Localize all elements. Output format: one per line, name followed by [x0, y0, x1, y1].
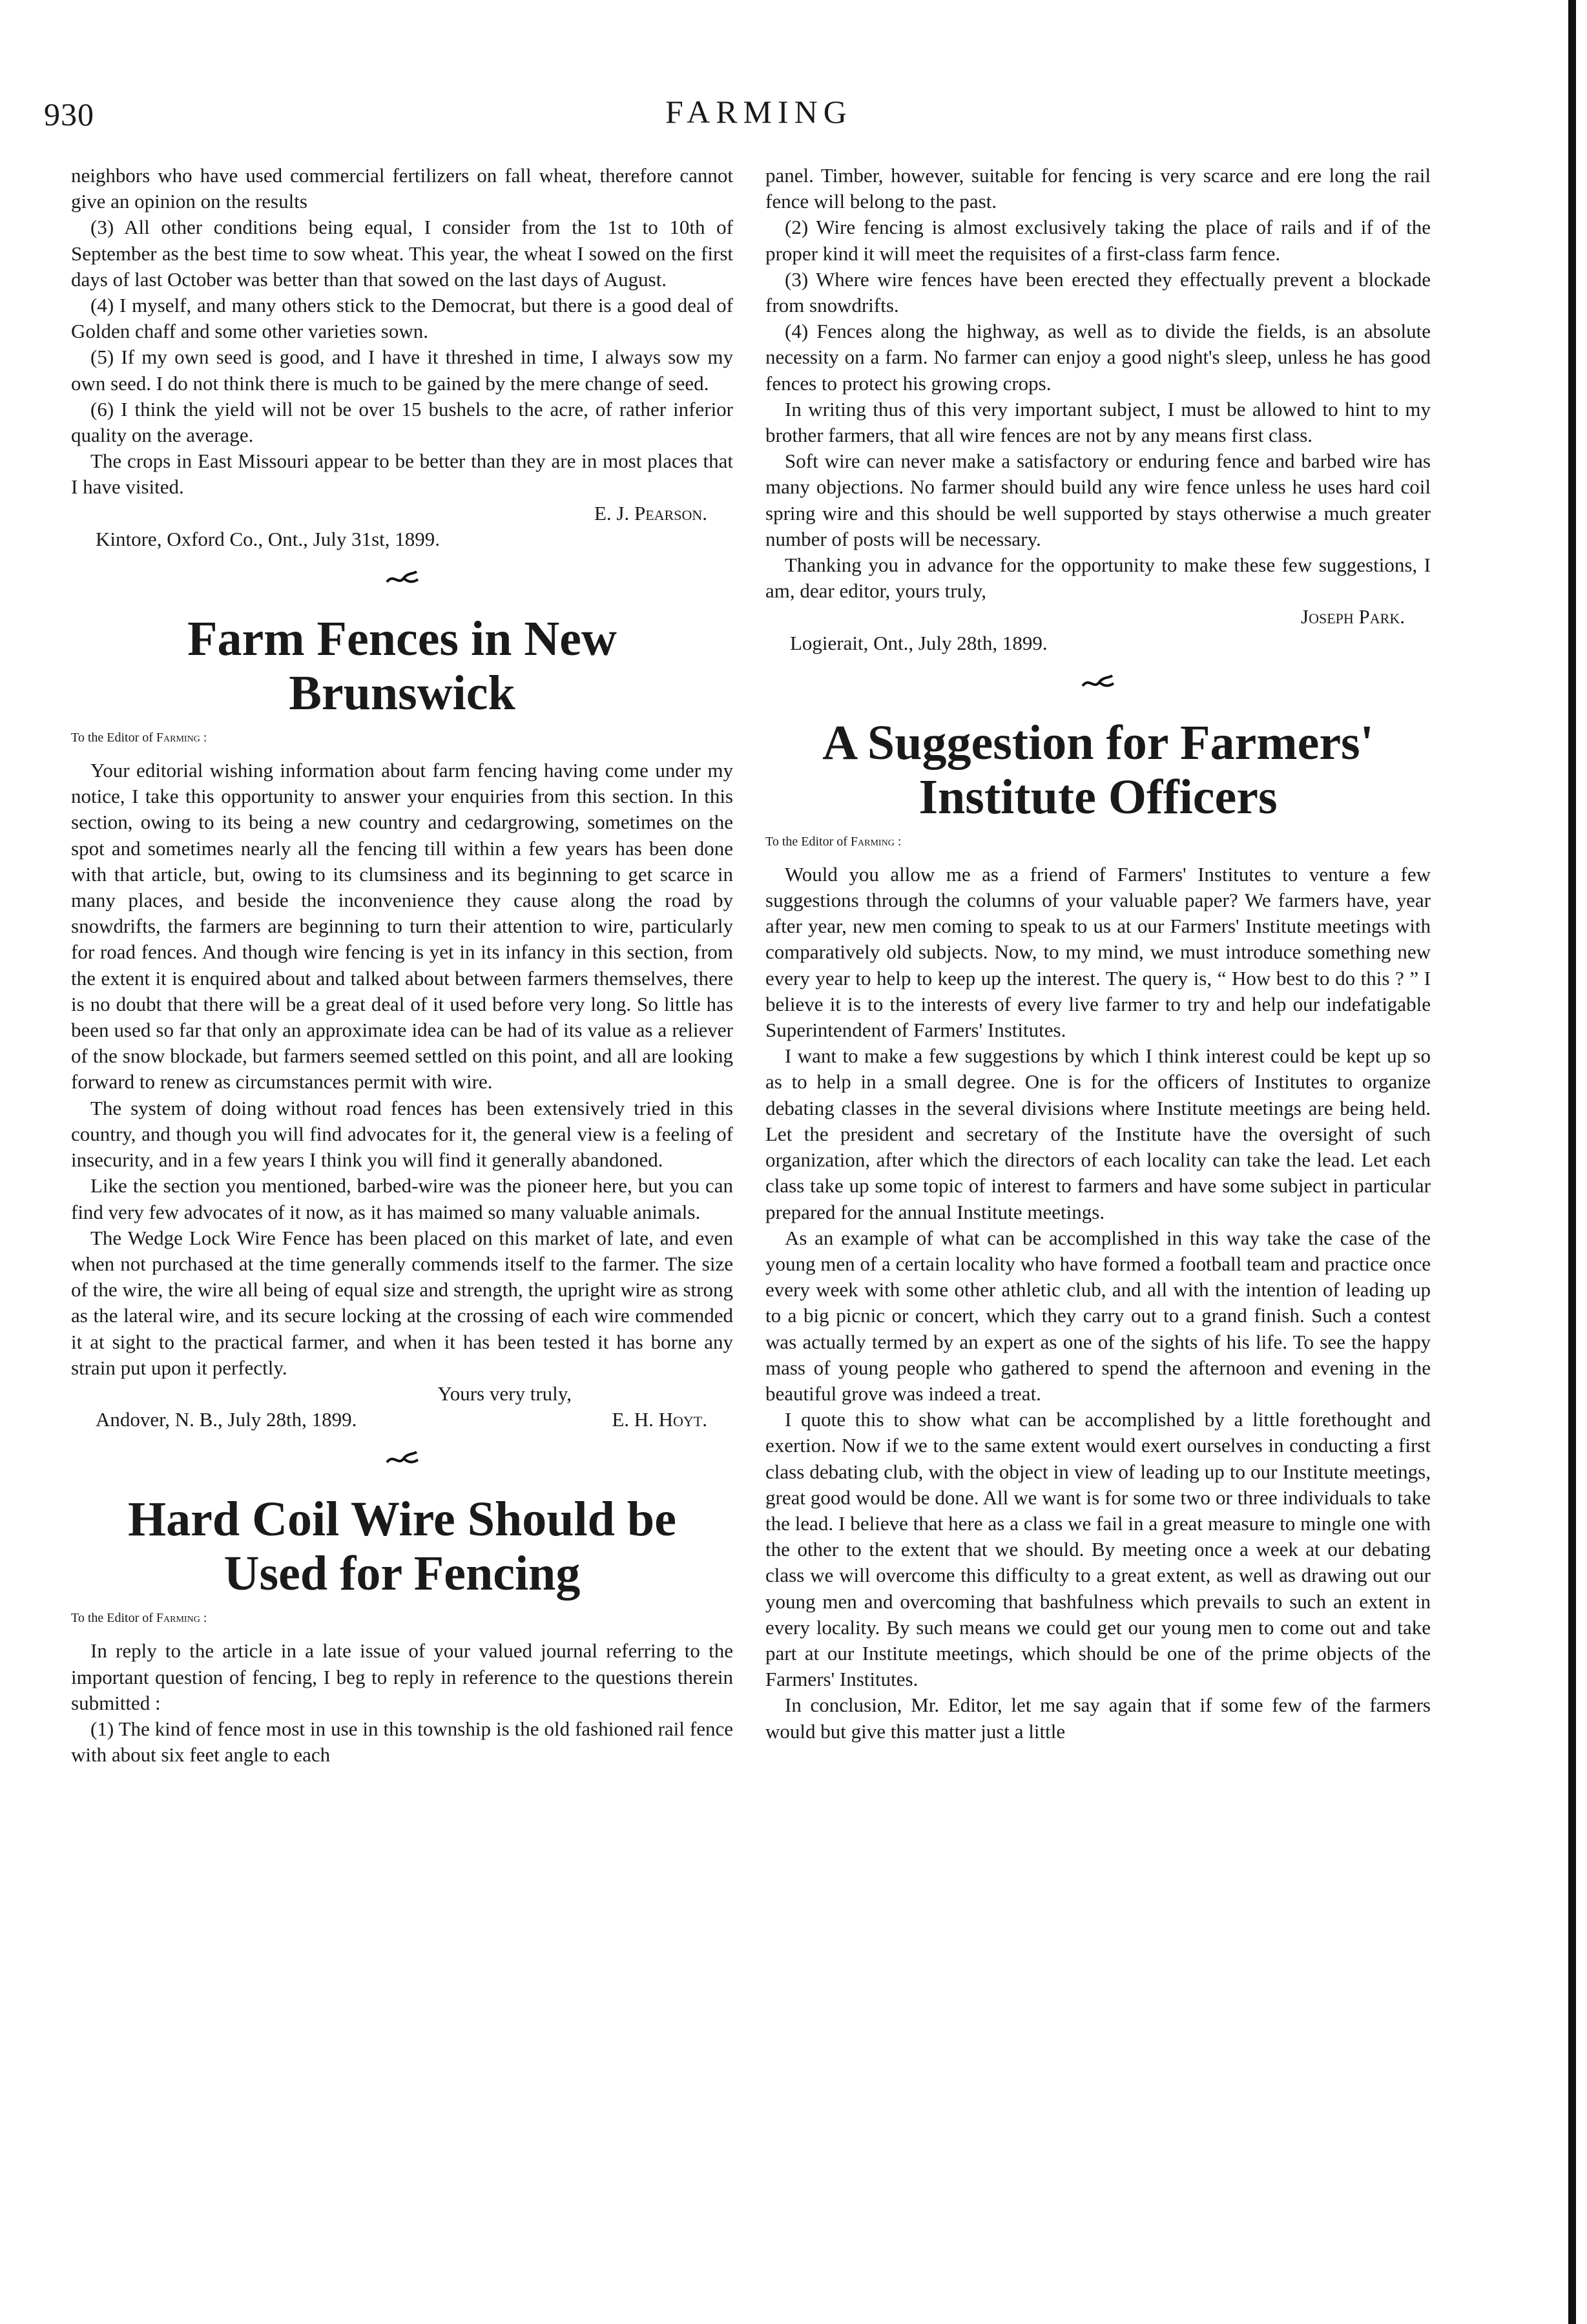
dateline: Logierait, Ont., July 28th, 1899. [790, 631, 1048, 654]
dateline: Kintore, Oxford Co., Ont., July 31st, 1899. [96, 527, 441, 550]
dateline: Andover, N. B., July 28th, 1899. [96, 1408, 357, 1431]
article-paragraph: In conclusion, Mr. Editor, let me say again that if some few of the farmers would but give this matter just a little [765, 1694, 1431, 1743]
to-editor-line: To the Editor of Farming : [71, 731, 207, 745]
to-editor-prefix: To the Editor of [71, 731, 153, 745]
dateline-row [71, 1407, 733, 1433]
article-paragraph: I quote this to show what can be accomplished by a little forethought and exertion. Now if we to the same extent would exert ourselves in conducting a first class debating club, with the object in view of leading up to our Institute meetings, great good would be done. All we want is for some two or three individuals to take the lead. I believe that here as a class we fail in a great measure to mingle one with the other to the extent that we should. By meeting once a week at our debating class we will overcome this difficulty to a great extent, as well as drawing out our young men and overcoming that bashfulness which prevails to such an extent in every locality. By such means we could get our young men to come out and take part at our Institute meetings, which should be one of the prime objects of the Farmers' Institutes. [765, 1408, 1431, 1691]
to-editor-line: To the Editor of Farming : [765, 834, 902, 849]
article-title: Farm Fences in New Brunswick [187, 612, 617, 721]
continued-paragraph: (2) Wire fencing is almost exclusively taking the place of rails and if of the proper kind it will meet the requisites of a first-class farm fence. [765, 216, 1431, 265]
article-paragraph: Like the section you mentioned, barbed-wire was the pioneer here, but you can find very few advocates of it now, as it has maimed so many valuable animals. [71, 1174, 733, 1223]
article-paragraph: Would you allow me as a friend of Farmers' Institutes to venture a few suggestions through the columns of your valuable paper? We farmers have, year after year, new men coming to speak to us at our Farmers' Institute meetings with comparatively old subjects. Now, to my mind, we must introduce something new every year to help to keep up the interest. The query is, “ How best to do this ? ” I believe it is to the interests of every live farmer to try and help our indefatigable Superintendent of Farmers' Institutes. [765, 862, 1431, 1042]
to-editor-prefix: To the Editor of [765, 834, 847, 849]
continued-paragraph: Soft wire can never make a satisfactory or enduring fence and barbed wire has many objections. No farmer should build any wire fence unless he uses hard coil spring wire and this should be well supported by stays otherwise a much greater number of posts will be necessary. [765, 450, 1431, 550]
article-title: Hard Coil Wire Should be Used for Fencing [128, 1492, 676, 1601]
continued-paragraph: (3) All other conditions being equal, I consider from the 1st to 10th of September as the best time to sow wheat. This year, the wheat I sowed on the first days of last October was better than that sowed on the last days of August. [71, 216, 733, 291]
continued-paragraph: Thanking you in advance for the opportunity to make these few suggestions, I am, dear editor, yours truly, [765, 554, 1431, 603]
ornament-icon [71, 1449, 733, 1480]
signature: Joseph Park. [1301, 605, 1405, 628]
continued-paragraph: In writing thus of this very important subject, I must be allowed to hint to my brother farmers, that all wire fences are not by any means first class. [765, 397, 1431, 447]
article-paragraph: Your editorial wishing information about farm fencing having come under my notice, I take this opportunity to answer your enquiries from this section. In this section, owing to its being a new country and cedargrowing, sometimes on the spot and sometimes nearly all the fencing till within a few years has been done with that article, but, owing to its clumsiness and its beginning to get scarce in many places, and beside the inconvenience they cause along the road by snowdrifts, the farmers are beginning to turn their attention to wire, particularly for road fences. And though wire fencing is yet in its infancy in this section, from the extent it is enquired about and talked about between farmers themselves, there is no doubt that there will be a great deal of it used before very long. So little has been used so far that only an approximate idea can be had of its value as a reliever of the snow blockade, but farmers seemed settled on this point, and all are looking forward to renew as circumstances permit with wire. [71, 759, 733, 1094]
article-paragraph: The Wedge Lock Wire Fence has been placed on this market of late, and even when not purchased at the time generally commends itself to the farmer. The size of the wire, the wire all being of equal size and strength, the upright wire as strong as the lateral wire, and its secure locking at the crossing of each wire commended it at sight to the practical farmer, and when it has been tested it has borne any strain put upon it perfectly. [71, 1226, 733, 1379]
closing: Yours very truly, [437, 1382, 572, 1405]
scan-edge-bar [1568, 0, 1576, 2324]
continued-paragraph: (5) If my own seed is good, and I have it threshed in time, I always sow my own seed. I do not think there is much to be gained by the mere change of seed. [71, 346, 733, 395]
to-editor-prefix: To the Editor of [71, 1611, 153, 1626]
article-paragraph: In reply to the article in a late issue of your valued journal referring to the important question of fencing, I beg to reply in reference to the questions therein submitted : [71, 1639, 733, 1714]
continued-paragraph: (4) I myself, and many others stick to the Democrat, but there is a good deal of Golden chaff and some other varieties sown. [71, 294, 733, 343]
left-column [71, 163, 733, 1768]
article-title: A Suggestion for Farmers' Institute Officers [822, 715, 1374, 824]
continued-paragraph: (4) Fences along the highway, as well as to divide the fields, is an absolute necessity on a farm. No farmer can enjoy a good night's sleep, unless he has good fences to protect his growing crops. [765, 320, 1431, 395]
journal-name: Farming [156, 731, 200, 745]
running-title: FARMING [665, 94, 853, 130]
continued-paragraph: neighbors who have used commercial fertilizers on fall wheat, therefore cannot give an opinion on the results [71, 164, 733, 213]
article-paragraph: (1) The kind of fence most in use in this township is the old fashioned rail fence with about six feet angle to each [71, 1717, 733, 1767]
signature: E. J. Pearson. [594, 501, 707, 524]
to-editor-line: To the Editor of Farming : [71, 1611, 207, 1626]
continued-paragraph: The crops in East Missouri appear to be better than they are in most places that I have visited. [71, 450, 733, 499]
continued-paragraph: (6) I think the yield will not be over 15 bushels to the acre, of rather inferior quality on the average. [71, 397, 733, 447]
article-paragraph: As an example of what can be accomplished in this way take the case of the young men of a certain locality who have formed a football team and practice once every week with some other athletic club, and all with the intention of leading up to a big picnic or concert, which they carry out to a grand finish. Such a contest was actually termed by an expert as one of the sights of his life. To see the happy mass of young people who gathered to spend the afternoon and evening in the beautiful grove was indeed a treat. [765, 1226, 1431, 1405]
ornament-icon [71, 569, 733, 600]
continued-paragraph: (3) Where wire fences have been erected they effectually prevent a blockade from snowdrifts. [765, 267, 1431, 317]
continued-paragraph: panel. Timber, however, suitable for fencing is very scarce and ere long the rail fence will belong to the past. [765, 164, 1431, 213]
article-paragraph: I want to make a few suggestions by which I think interest could be kept up so as to help in a small degree. One is for the officers of Institutes to organize debating classes in the several divisions where Institute meetings are being held. Let the president and secretary of the Institute have the oversight of such organization, after which the directors of each locality can take the lead. Let each class take up some topic of interest to farmers and have some subject in particular prepared for the annual Institute meetings. [765, 1044, 1431, 1223]
article-paragraph: The system of doing without road fences has been extensively tried in this country, and though you will find advocates for it, the general view is a feeling of insecurity, and in a few years I think you will find it generally abandoned. [71, 1096, 733, 1172]
journal-name: Farming [850, 834, 895, 849]
ornament-icon [765, 673, 1431, 704]
signature: E. H. Hoyt. [612, 1408, 707, 1431]
page-number: 930 [44, 96, 94, 132]
right-column [765, 163, 1431, 1745]
journal-name: Farming [156, 1611, 200, 1626]
